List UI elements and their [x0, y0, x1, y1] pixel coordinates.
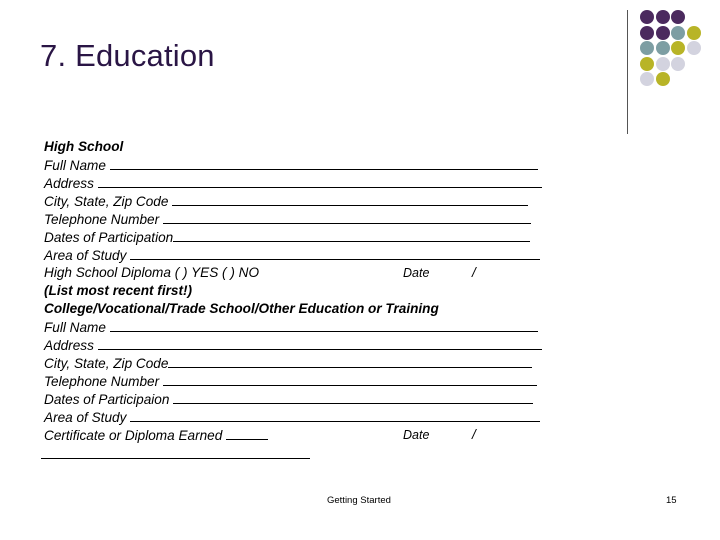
c-city-label: City, State, Zip Code	[44, 356, 169, 371]
hs-dates-row	[44, 228, 542, 246]
decorative-dot	[656, 10, 670, 24]
hs-area-blank[interactable]	[130, 246, 540, 260]
hs-address-row	[44, 174, 542, 192]
decorative-dot	[656, 26, 670, 40]
c-dates-row	[44, 390, 542, 408]
hs-area-label: Area of Study	[44, 248, 127, 263]
c-full-name-blank[interactable]	[110, 318, 538, 332]
decorative-dot	[656, 41, 670, 55]
decorative-dot	[671, 57, 685, 71]
c-city-blank[interactable]	[168, 354, 532, 368]
c-area-blank[interactable]	[130, 408, 540, 422]
hs-diploma-row	[44, 264, 542, 282]
hs-address-blank[interactable]	[98, 174, 542, 188]
c-dates-label: Dates of Participaion	[44, 392, 170, 407]
hs-full-name-label: Full Name	[44, 158, 106, 173]
decorative-dot	[687, 41, 701, 55]
page-title: 7. Education	[40, 38, 215, 73]
hs-full-name-row	[44, 156, 542, 174]
c-dates-blank[interactable]	[173, 390, 533, 404]
hs-city-blank[interactable]	[172, 192, 528, 206]
hs-telephone-row	[44, 210, 542, 228]
c-area-label: Area of Study	[44, 410, 127, 425]
hs-full-name-blank[interactable]	[110, 156, 538, 170]
page-number: 15	[666, 495, 677, 506]
decorative-dot	[640, 57, 654, 71]
c-telephone-row	[44, 372, 542, 390]
c-date-slash: /	[472, 427, 476, 442]
certificate-continuation-blank[interactable]	[41, 458, 310, 459]
college-heading: College/Vocational/Trade School/Other Education or Training	[44, 301, 439, 316]
c-certificate-blank[interactable]	[226, 426, 268, 440]
hs-city-row	[44, 192, 542, 210]
decorative-dot	[671, 41, 685, 55]
recent-first-note: (List most recent first!)	[44, 283, 193, 298]
decorative-dot	[640, 41, 654, 55]
c-full-name-row	[44, 318, 542, 336]
decorative-dot	[671, 10, 685, 24]
decorative-divider	[627, 10, 628, 134]
hs-dates-label: Dates of Participation	[44, 230, 174, 245]
c-address-label: Address	[44, 338, 94, 353]
c-city-row	[44, 354, 542, 372]
c-address-row	[44, 336, 542, 354]
decorative-dot	[687, 26, 701, 40]
c-telephone-label: Telephone Number	[44, 374, 160, 389]
hs-city-label: City, State, Zip Code	[44, 194, 169, 209]
decorative-dot	[640, 72, 654, 86]
c-address-blank[interactable]	[98, 336, 542, 350]
decorative-dot	[671, 26, 685, 40]
c-full-name-label: Full Name	[44, 320, 106, 335]
c-certificate-label: Certificate or Diploma Earned	[44, 428, 223, 443]
hs-diploma-label: High School Diploma ( ) YES ( ) NO	[44, 265, 260, 280]
decorative-dot	[640, 26, 654, 40]
decorative-dot	[656, 72, 670, 86]
c-telephone-blank[interactable]	[163, 372, 537, 386]
hs-date-slash: /	[472, 265, 476, 280]
high-school-heading: High School	[44, 139, 124, 154]
hs-dates-blank[interactable]	[173, 228, 530, 242]
decorative-dot	[640, 10, 654, 24]
decorative-dot	[656, 57, 670, 71]
hs-date-label: Date	[403, 266, 430, 280]
hs-area-row	[44, 246, 542, 264]
footer-section-title: Getting Started	[327, 495, 391, 506]
c-date-label: Date	[403, 428, 430, 442]
hs-address-label: Address	[44, 176, 94, 191]
education-form	[44, 138, 542, 444]
hs-telephone-label: Telephone Number	[44, 212, 160, 227]
c-certificate-row	[44, 426, 542, 444]
c-area-row	[44, 408, 542, 426]
hs-telephone-blank[interactable]	[163, 210, 531, 224]
